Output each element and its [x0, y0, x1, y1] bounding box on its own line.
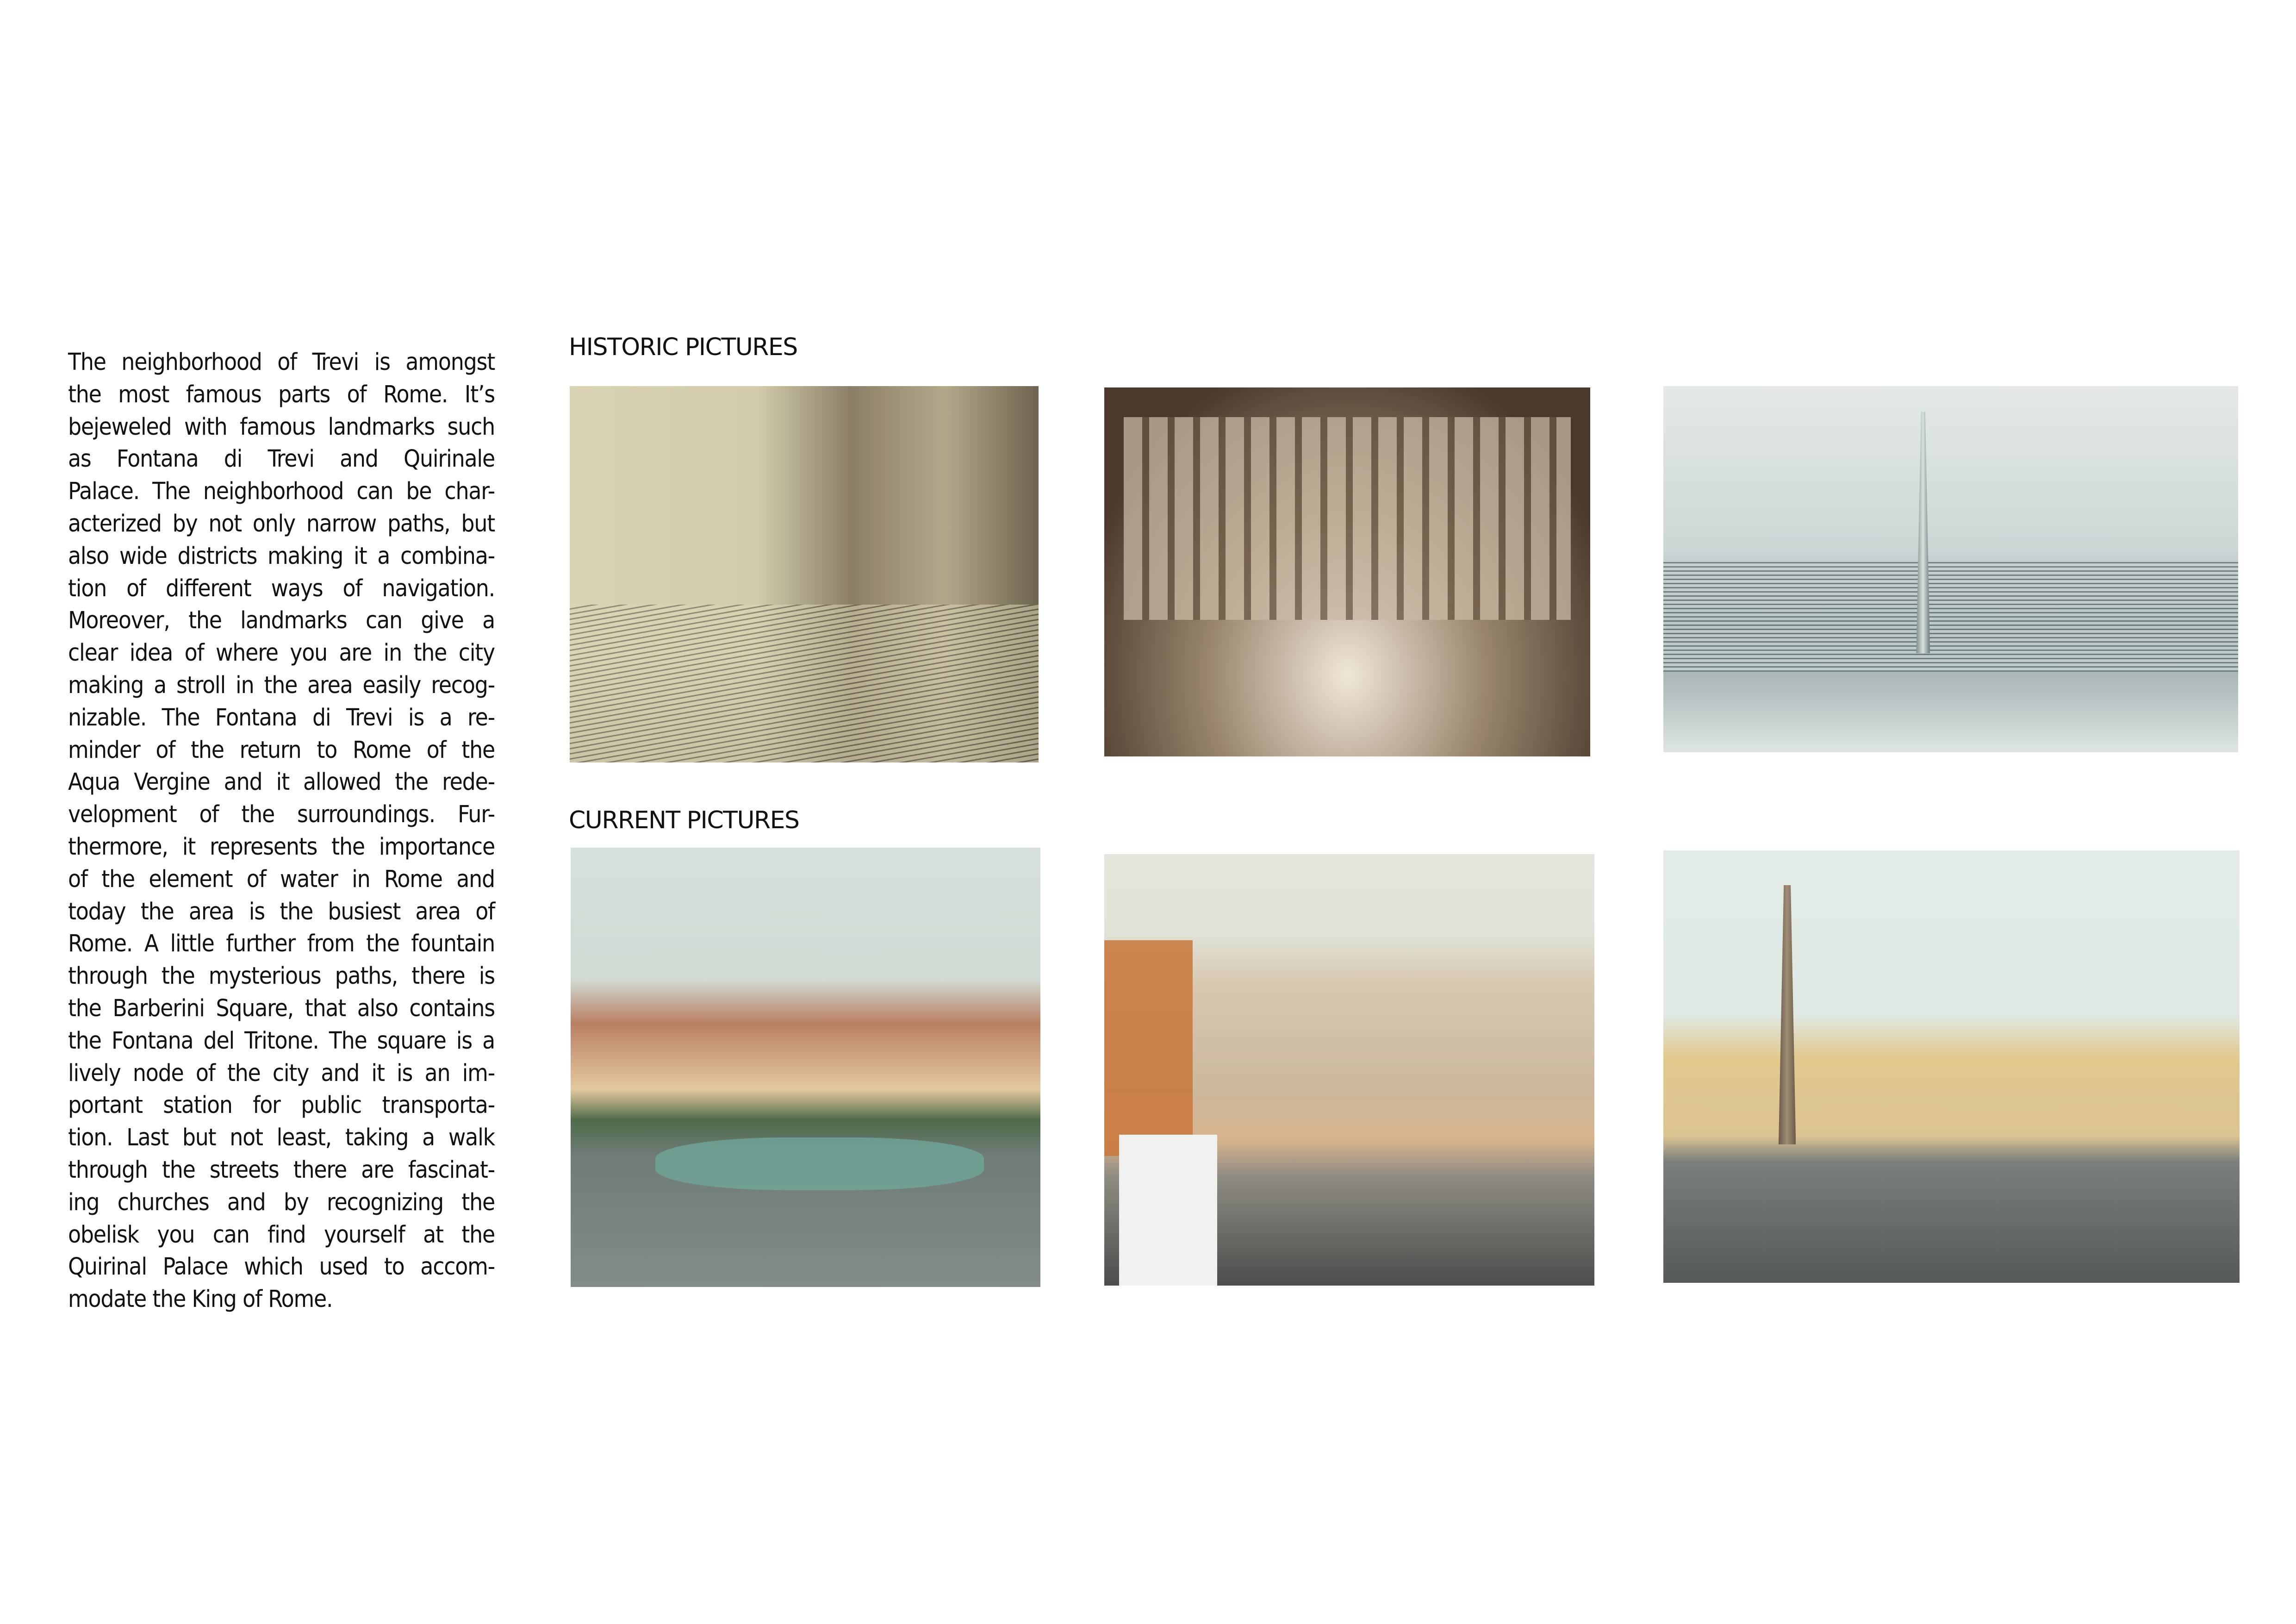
- text-line: Palace. The neighborhood can be char-: [68, 478, 495, 506]
- text-line: Moreover, the landmarks can give a: [68, 607, 495, 635]
- historic-photo-trevi-fountain: [1104, 387, 1590, 756]
- text-line: bejeweled with famous landmarks such: [68, 413, 495, 441]
- current-pictures-heading: CURRENT PICTURES: [569, 806, 799, 834]
- text-line: the Barberini Square, that also contains: [68, 994, 495, 1022]
- text-line: through the streets there are fascinat-: [68, 1156, 495, 1184]
- current-photo-quirinal-palace: [1663, 850, 2240, 1283]
- text-line: nizable. The Fontana di Trevi is a re-: [68, 704, 495, 731]
- text-line: making a stroll in the area easily recog-: [68, 671, 495, 699]
- historic-photo-piazza-barberini: [570, 386, 1039, 762]
- text-line: tion of different ways of navigation.: [68, 575, 495, 602]
- text-line: Rome. A little further from the fountain: [68, 930, 495, 958]
- text-line: tion. Last but not least, taking a walk: [68, 1124, 495, 1152]
- text-line: the most famous parts of Rome. It’s: [68, 381, 495, 408]
- text-line: Quirinal Palace which used to accom-: [68, 1253, 495, 1281]
- text-line: modate the King of Rome.: [68, 1286, 333, 1313]
- text-line: thermore, it represents the importance: [68, 833, 495, 861]
- text-line: minder of the return to Rome of the: [68, 736, 495, 764]
- text-line: ing churches and by recognizing the: [68, 1188, 495, 1216]
- text-line: through the mysterious paths, there is: [68, 962, 495, 990]
- text-line: The neighborhood of Trevi is amongst: [68, 349, 495, 376]
- text-line: portant station for public transporta-: [68, 1092, 495, 1119]
- text-line: velopment of the surroundings. Fur-: [68, 801, 495, 829]
- text-line: clear idea of where you are in the city: [68, 639, 495, 667]
- historic-pictures-heading: HISTORIC PICTURES: [569, 333, 797, 361]
- text-line: of the element of water in Rome and: [68, 865, 495, 893]
- text-line: as Fontana di Trevi and Quirinale: [68, 445, 495, 473]
- text-line: acterized by not only narrow paths, but: [68, 510, 495, 537]
- text-line: the Fontana del Tritone. The square is a: [68, 1027, 495, 1055]
- text-line: obelisk you can find yourself at the: [68, 1221, 495, 1249]
- text-line: today the area is the busiest area of: [68, 898, 495, 925]
- text-line: lively node of the city and it is an im-: [68, 1059, 495, 1087]
- body-text-paragraph: [68, 346, 495, 1316]
- text-line: also wide districts making it a combina-: [68, 542, 495, 570]
- current-photo-trevi-fountain: [1104, 854, 1594, 1286]
- current-photo-piazza-barberini: [571, 848, 1040, 1287]
- historic-photo-quirinal-palace: [1663, 386, 2238, 752]
- text-line: Aqua Vergine and it allowed the rede-: [68, 768, 495, 796]
